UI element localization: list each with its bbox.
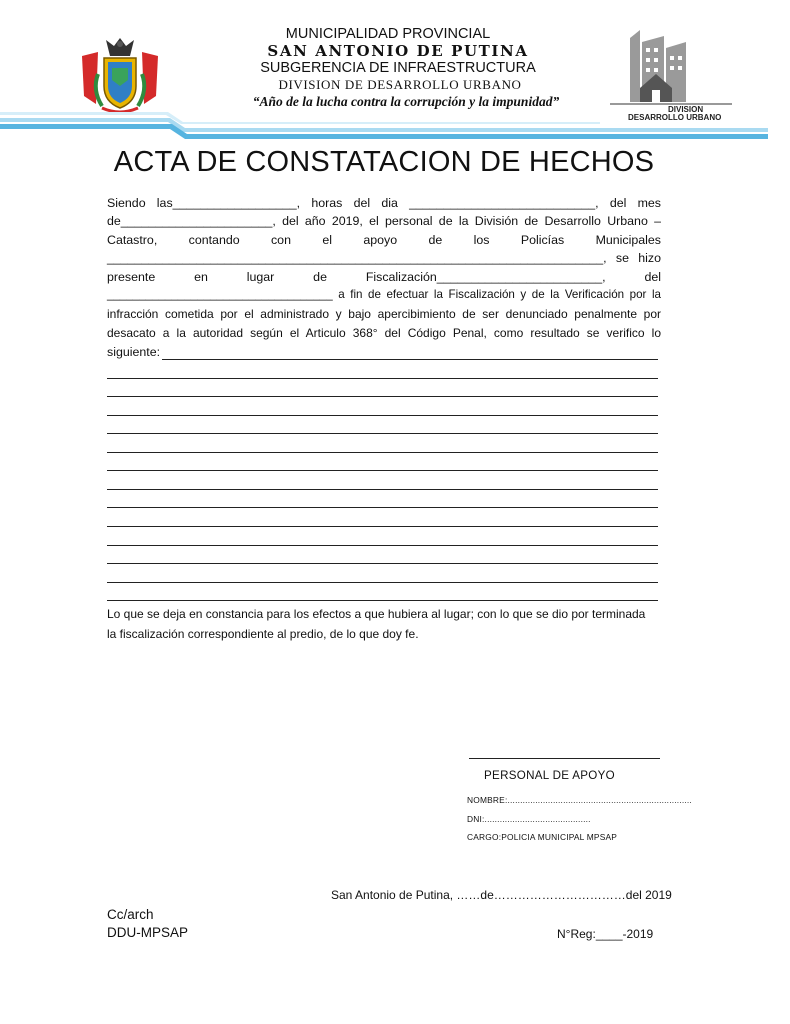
header-stripes (0, 104, 768, 140)
blank-line (107, 488, 658, 490)
blank-line (107, 377, 658, 379)
blank-line (107, 581, 658, 583)
signature-name-field: NOMBRE:......................................................................... (467, 795, 692, 805)
blank-line (107, 451, 658, 453)
blank-line (107, 395, 658, 397)
year-motto: “Año de la lucha contra la corrupción y la impunidad” (252, 94, 560, 109)
document-title: ACTA DE CONSTATACION DE HECHOS (113, 146, 655, 178)
cc-arch: Cc/arch (107, 907, 154, 922)
body-line-2: de______________________, del año 2019, el personal de la División de Desarrollo Urbano – (107, 214, 661, 228)
signature-line (469, 758, 660, 759)
blank-line (107, 432, 658, 434)
date-line: San Antonio de Putina, ……de……………………………del 2019 (331, 888, 672, 902)
blank-line (107, 525, 658, 527)
blank-line (107, 544, 658, 546)
body-line-5: presente en lugar de Fiscalización________________________, del (107, 270, 661, 284)
body-line-8: desacato a la autoridad según el Articulo 368° del Código Penal, como resultado se verifico lo (107, 326, 661, 340)
blank-line (107, 562, 658, 564)
logo-text-desarrollo: DESARROLLO URBANO (628, 113, 722, 122)
body-line-9: siguiente: (107, 345, 161, 359)
registration-number: N°Reg:____-2019 (557, 927, 654, 941)
office-code: DDU-MPSAP (107, 925, 189, 940)
body-line-4: ________________________________________________________________________, se hizo (107, 251, 661, 265)
body-line-3: Catastro, contando con el apoyo de los Policías Municipales (107, 233, 661, 247)
closing-line-2: la fiscalización correspondiente al predio, de lo que doy fe. (107, 627, 419, 641)
body-line-1: Siendo las__________________, horas del dia ___________________________, del mes (107, 196, 661, 210)
signature-role: PERSONAL DE APOYO (484, 769, 615, 782)
blank-line (107, 469, 658, 471)
body-line-7: infracción cometida por el administrado y bajo apercibimiento de ser denunciado penalmente por (107, 307, 661, 321)
city-name: SAN ANTONIO DE PUTINA (267, 42, 529, 60)
logo-text-division: DIVISION (668, 105, 704, 114)
division-name: DIVISION DE DESARROLLO URBANO (278, 77, 522, 92)
blank-line (107, 506, 658, 508)
body-line-6: ___________________________________ a fin de efectuar la Fiscalización y de la Verificación por la (107, 288, 661, 301)
blank-line-siguiente (162, 359, 658, 360)
closing-line-1: Lo que se deja en constancia para los efectos a que hubiera al lugar; con lo que se dio por terminada (107, 607, 646, 621)
blank-line (107, 414, 658, 416)
signature-cargo-field: CARGO:POLICIA MUNICIPAL MPSAP (467, 832, 618, 842)
signature-dni-field: DNI:.......................................... (467, 814, 591, 824)
blank-line (107, 599, 658, 601)
subgerencia-name: SUBGERENCIA DE INFRAESTRUCTURA (260, 60, 536, 76)
municipality-name: MUNICIPALIDAD PROVINCIAL (285, 26, 491, 42)
